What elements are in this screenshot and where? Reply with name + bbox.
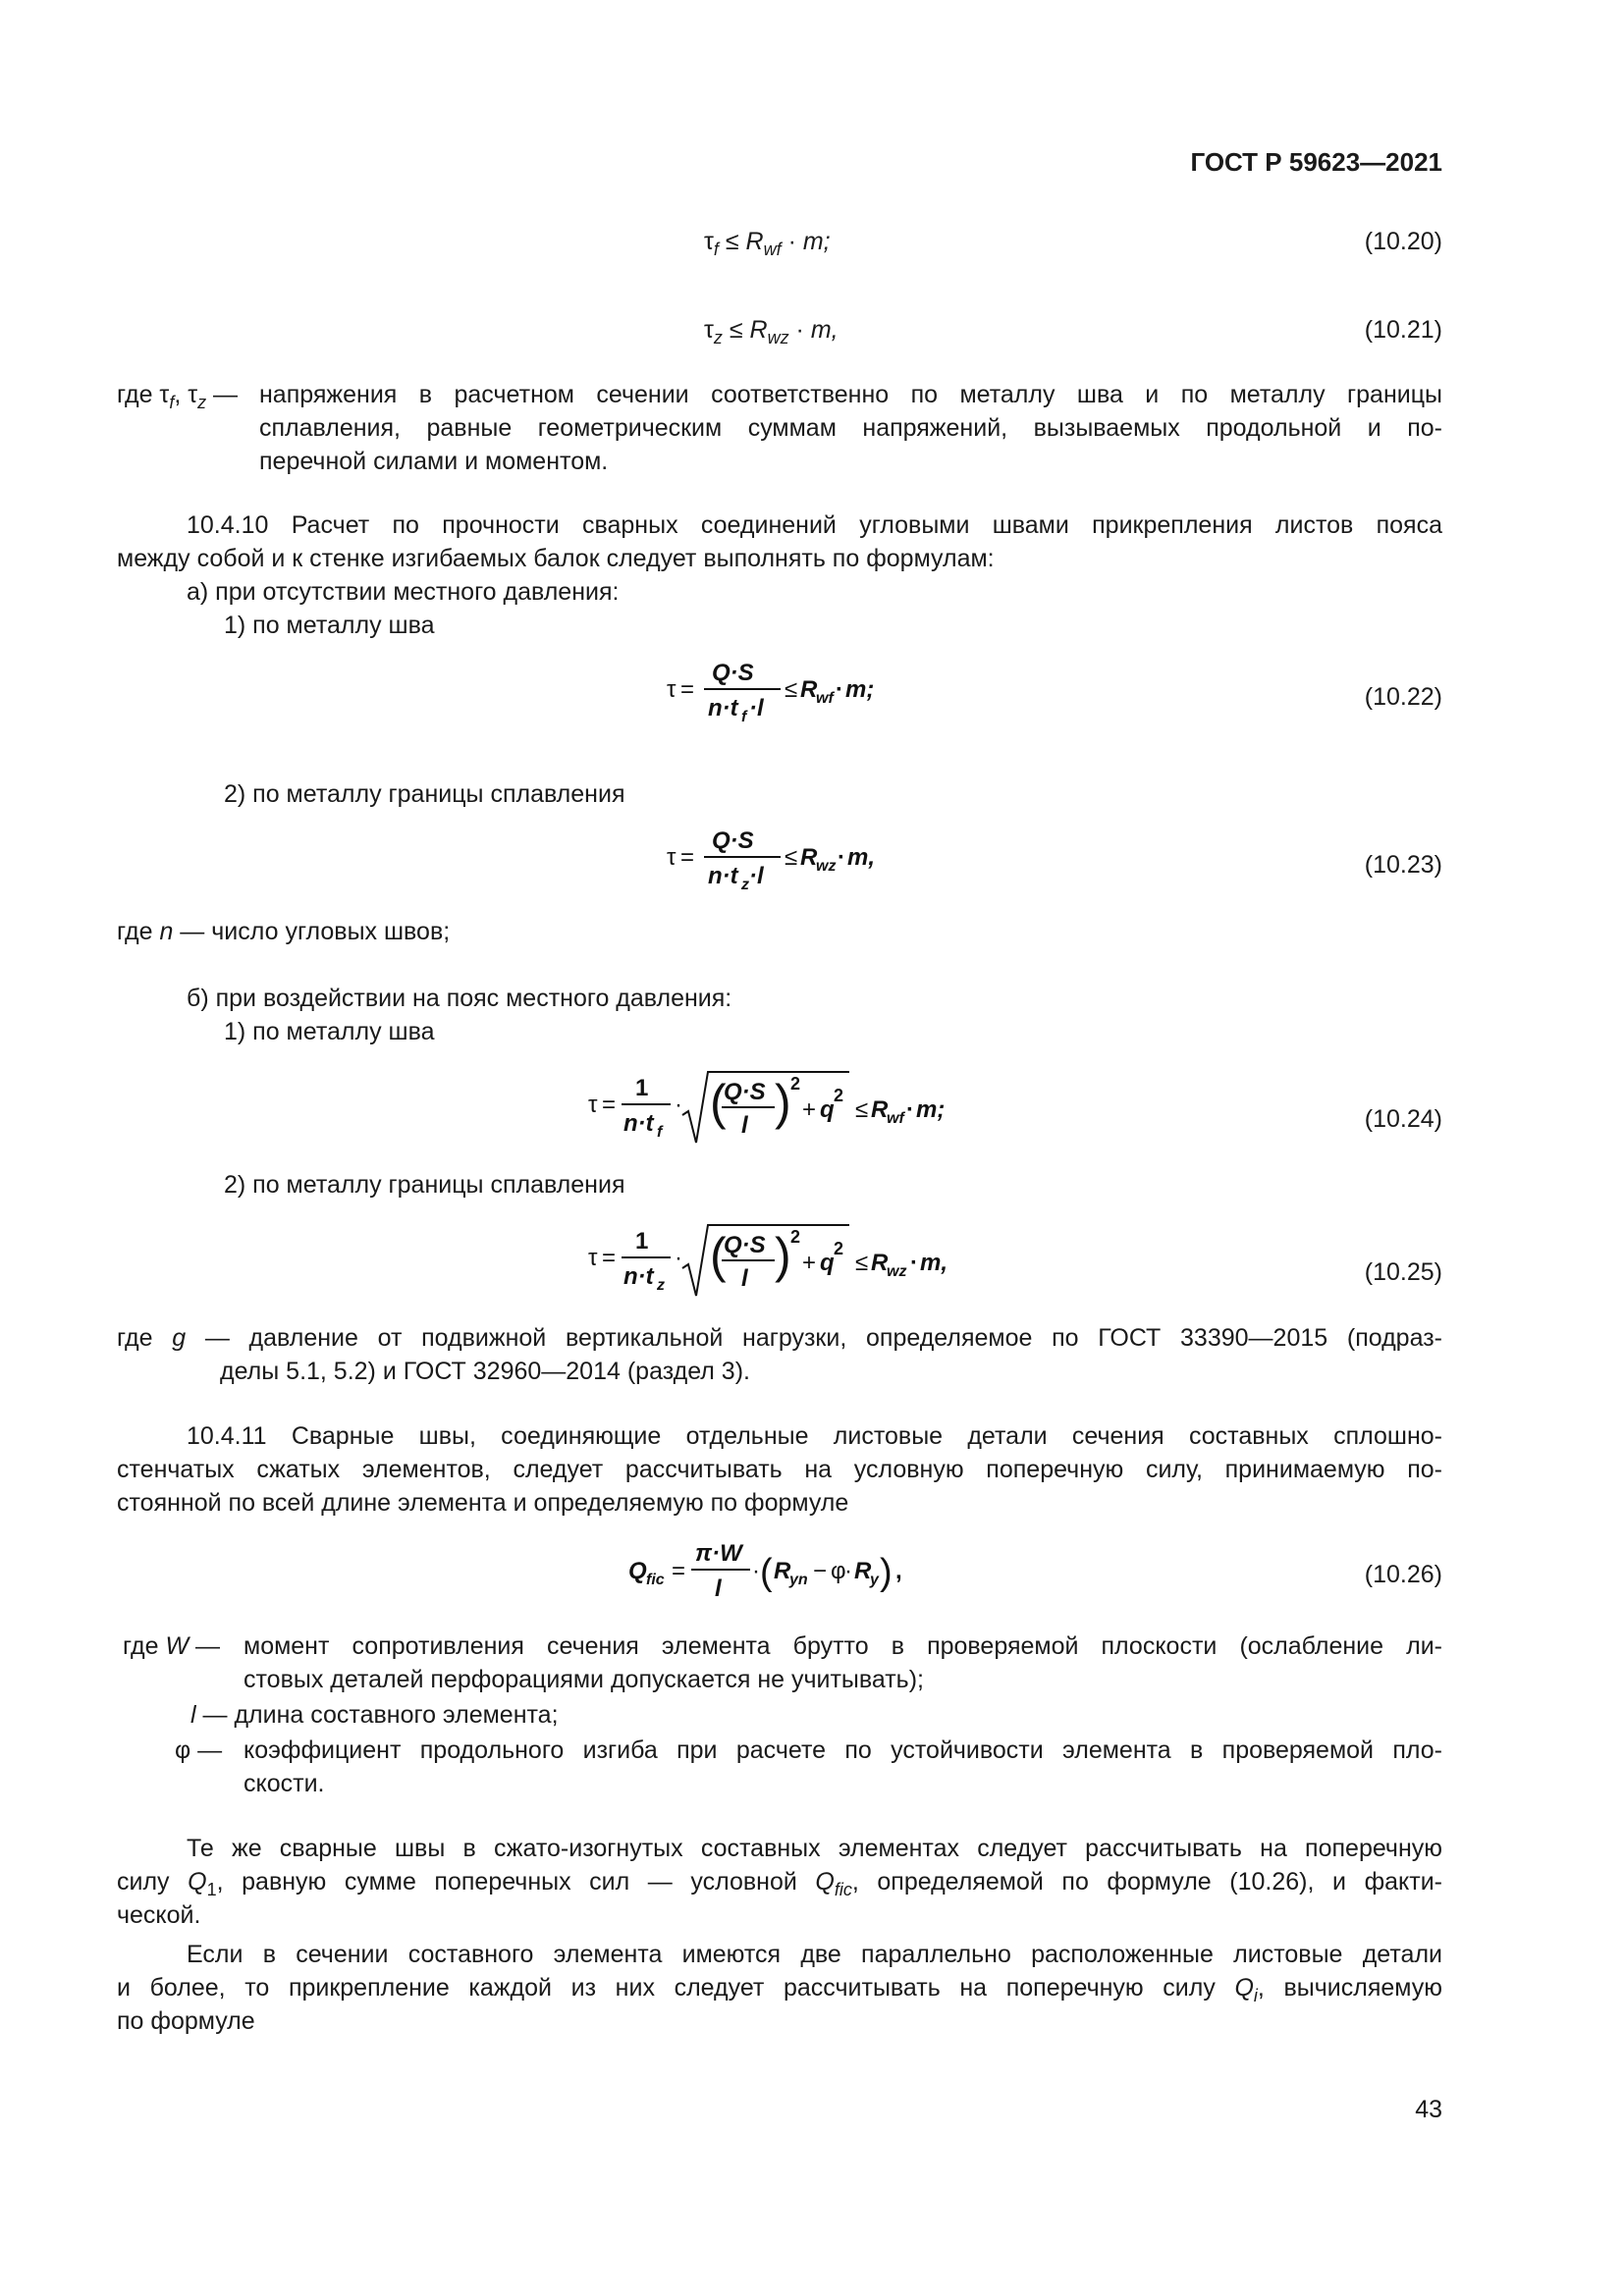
svg-text:l: l: [741, 1112, 748, 1139]
svg-text:m,: m,: [920, 1250, 948, 1276]
svg-text:m,: m,: [847, 844, 876, 871]
svg-text:n·t: n·t: [623, 1110, 654, 1137]
where-W-line: момент сопротивления сечения элемента брутто в проверяемой плоскости (ослабление ли-: [244, 1632, 1442, 1660]
svg-text:·: ·: [844, 1558, 852, 1584]
where-W-label: где W —: [123, 1632, 220, 1660]
equation-number: (10.23): [1364, 851, 1442, 879]
paragraph-line: ческой.: [117, 1901, 201, 1929]
paragraph-line: силу $Q_1$, равную сумме поперечных сил — условной $Q_{fic}$, определяемой по формуле (10.26), и факти-: [117, 1868, 1442, 1899]
svg-text:n·t: n·t: [708, 695, 738, 721]
svg-text:·: ·: [752, 1558, 760, 1584]
svg-text:·l: ·l: [749, 695, 764, 721]
equation-number: (10.26): [1364, 1561, 1442, 1588]
svg-text:=: =: [680, 844, 695, 871]
svg-text:wz: wz: [816, 858, 837, 875]
svg-text:τ: τ: [667, 676, 677, 703]
equation-number: (10.22): [1364, 683, 1442, 711]
svg-text:R: R: [800, 676, 818, 703]
svg-text:≤: ≤: [855, 1096, 869, 1123]
paragraph-if-section: Если в сечении составного элемента имеются две параллельно расположенные листовые детали: [187, 1941, 1442, 1968]
svg-text:wz: wz: [887, 1263, 907, 1280]
where-l: l — длина составного элемента;: [190, 1701, 559, 1729]
svg-text:π·W: π·W: [695, 1540, 742, 1567]
svg-text:fic: fic: [646, 1572, 665, 1588]
svg-text:·: ·: [910, 1250, 918, 1276]
equation-number: (10.20): [1364, 228, 1442, 255]
svg-text:m;: m;: [916, 1096, 946, 1123]
svg-text:R: R: [854, 1558, 872, 1584]
svg-text:n·t: n·t: [623, 1263, 654, 1290]
formula-10-24: [584, 1058, 997, 1150]
where-g-line: делы 5.1, 5.2) и ГОСТ 32960—2014 (раздел 3).: [220, 1358, 750, 1385]
svg-text:·: ·: [675, 1245, 682, 1271]
svg-text:yn: yn: [789, 1572, 808, 1588]
svg-text:+: +: [802, 1250, 817, 1276]
svg-text:n·t: n·t: [708, 863, 738, 889]
svg-text:R: R: [800, 844, 818, 871]
svg-text:(: (: [760, 1552, 773, 1593]
where-W-line: стовых деталей перфорациями допускается не учитывать);: [244, 1666, 924, 1693]
svg-text:Q·S: Q·S: [724, 1232, 766, 1258]
paragraph-same-welds: Те же сварные швы в сжато-изогнутых составных элементах следует рассчитывать на поперечную: [187, 1835, 1442, 1862]
svg-text:2: 2: [790, 1227, 801, 1247]
svg-text:R: R: [774, 1558, 791, 1584]
svg-text:·: ·: [838, 844, 845, 871]
formula-10-22: [663, 653, 918, 725]
formula-10-21: $\tau_z \le R_{wz} \cdot m$,: [704, 316, 839, 347]
svg-text:Q·S: Q·S: [712, 828, 754, 854]
list-item-b2: 2) по металлу границы сплавления: [224, 1171, 625, 1199]
where-phi-label: φ —: [175, 1736, 223, 1764]
svg-text:l: l: [715, 1575, 722, 1602]
list-item-a: а) при отсутствии местного давления:: [187, 578, 620, 606]
svg-text:φ: φ: [831, 1558, 846, 1584]
svg-text:+: +: [802, 1096, 817, 1123]
svg-text:1: 1: [635, 1075, 649, 1101]
svg-text:τ: τ: [588, 1092, 598, 1118]
svg-text:Q·S: Q·S: [724, 1079, 766, 1105]
svg-text:·l: ·l: [749, 863, 764, 889]
where-tau-line: сплавления, равные геометрическим суммам напряжений, вызываемых продольной и по-: [259, 414, 1442, 442]
document-header: ГОСТ Р 59623—2021: [1190, 147, 1442, 177]
paragraph-line: и более, то прикрепление каждой из них следует рассчитывать на поперечную силу $Q_i$, вычисляемую: [117, 1974, 1442, 2005]
list-item-a1: 1) по металлу шва: [224, 612, 435, 639]
svg-text:q: q: [820, 1096, 835, 1123]
svg-text:(: (: [710, 1228, 727, 1283]
svg-text:z: z: [741, 877, 749, 893]
formula-10-26: [626, 1531, 950, 1610]
svg-text:R: R: [871, 1096, 889, 1123]
paragraph-10-4-11: 10.4.11 Сварные швы, соединяющие отдельные листовые детали сечения составных сплошно-: [187, 1422, 1442, 1450]
svg-text:≤: ≤: [855, 1250, 869, 1276]
list-item-b: б) при воздействии на пояс местного давления:: [187, 985, 732, 1012]
svg-text:·: ·: [836, 676, 843, 703]
paragraph-line: стенчатых сжатых элементов, следует рассчитывать на условную поперечную силу, принимаемую по-: [117, 1456, 1442, 1483]
svg-text:=: =: [602, 1245, 617, 1271]
svg-text:=: =: [680, 676, 695, 703]
svg-text:τ: τ: [667, 844, 677, 871]
svg-text:z: z: [657, 1277, 665, 1294]
svg-text:R: R: [871, 1250, 889, 1276]
where-n: где n — число угловых швов;: [117, 918, 451, 945]
svg-text:Q: Q: [628, 1558, 647, 1584]
svg-text:=: =: [602, 1092, 617, 1118]
svg-text:): ): [880, 1552, 893, 1593]
equation-number: (10.25): [1364, 1258, 1442, 1286]
where-tau-label: где $\tau_f$, $\tau_z$ —: [117, 381, 239, 412]
svg-text:(: (: [710, 1075, 727, 1130]
formula-10-25: [584, 1211, 997, 1304]
svg-text:f: f: [741, 709, 747, 725]
svg-text:·: ·: [675, 1092, 682, 1118]
svg-text:): ): [775, 1228, 791, 1283]
svg-text:m;: m;: [845, 676, 875, 703]
svg-text:f: f: [657, 1124, 663, 1141]
svg-text:·: ·: [906, 1096, 914, 1123]
svg-text:1: 1: [635, 1228, 649, 1255]
where-g: где g — давление от подвижной вертикальной нагрузки, определяемое по ГОСТ 33390—2015 (подраз-: [117, 1324, 1442, 1352]
equation-number: (10.21): [1364, 316, 1442, 344]
svg-text:q: q: [820, 1250, 835, 1276]
paragraph-10-4-10: 10.4.10 Расчет по прочности сварных соединений угловыми швами прикрепления листов пояса: [187, 511, 1442, 539]
svg-text:): ): [775, 1075, 791, 1130]
svg-text:≤: ≤: [785, 676, 798, 703]
svg-text:τ: τ: [588, 1245, 598, 1271]
page-number: 43: [1415, 2096, 1442, 2123]
where-tau-line: напряжения в расчетном сечении соответственно по металлу шва и по металлу границы: [259, 381, 1442, 408]
equation-number: (10.24): [1364, 1105, 1442, 1133]
paragraph-line: стоянной по всей длине элемента и определяемую по формуле: [117, 1489, 849, 1517]
svg-text:wf: wf: [816, 690, 834, 707]
svg-text:Q·S: Q·S: [712, 660, 754, 686]
svg-text:≤: ≤: [785, 844, 798, 871]
svg-text:−: −: [813, 1558, 828, 1584]
paragraph-line: по формуле: [117, 2007, 255, 2035]
list-item-a2: 2) по металлу границы сплавления: [224, 780, 625, 808]
formula-10-23: [663, 821, 918, 893]
svg-text:=: =: [672, 1558, 686, 1584]
where-phi-line: коэффициент продольного изгиба при расчете по устойчивости элемента в проверяемой пло-: [244, 1736, 1442, 1764]
svg-text:y: y: [870, 1572, 879, 1588]
svg-text:2: 2: [834, 1239, 844, 1258]
paragraph-line: между собой и к стенке изгибаемых балок следует выполнять по формулам:: [117, 545, 995, 572]
where-phi-line: скости.: [244, 1770, 325, 1797]
svg-text:2: 2: [790, 1074, 801, 1094]
formula-10-20: $\tau_f \le R_{wf} \cdot m$;: [704, 228, 831, 259]
svg-text:,: ,: [895, 1558, 902, 1584]
list-item-b1: 1) по металлу шва: [224, 1018, 435, 1045]
svg-text:2: 2: [834, 1086, 844, 1105]
svg-text:wf: wf: [887, 1110, 904, 1127]
where-tau-line: перечной силами и моментом.: [259, 448, 609, 475]
svg-text:l: l: [741, 1265, 748, 1292]
